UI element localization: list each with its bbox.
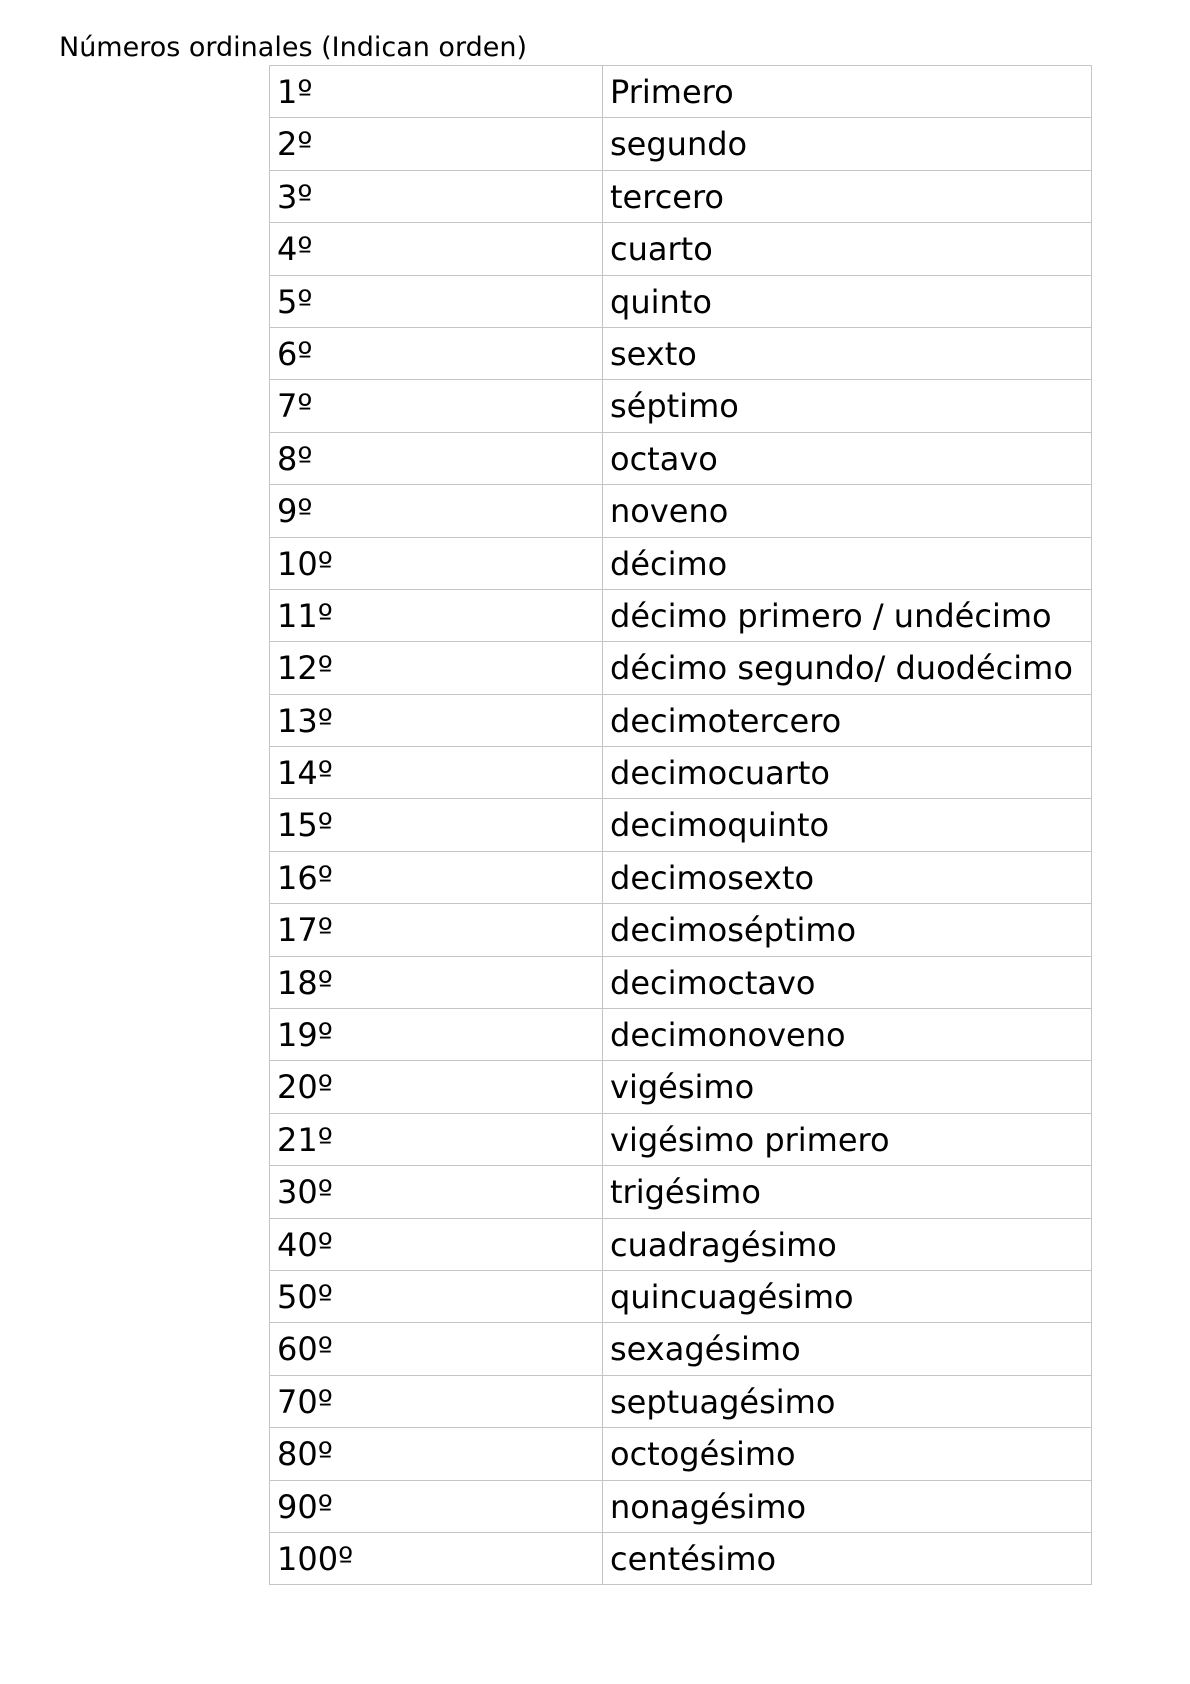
ordinal-numbers-table: [269, 65, 1092, 1585]
table-row: [270, 1061, 1092, 1113]
ordinal-number-cell: 6º: [270, 327, 603, 379]
table-row: [270, 485, 1092, 537]
ordinal-number-cell: 15º: [270, 799, 603, 851]
ordinal-word-cell: vigésimo: [603, 1061, 1092, 1113]
ordinal-number-cell: 8º: [270, 432, 603, 484]
ordinal-number-cell: 70º: [270, 1375, 603, 1427]
ordinal-number-cell: 4º: [270, 223, 603, 275]
ordinal-number-cell: 18º: [270, 956, 603, 1008]
ordinal-word-cell: noveno: [603, 485, 1092, 537]
ordinal-number-cell: 20º: [270, 1061, 603, 1113]
table-row: [270, 694, 1092, 746]
page-title: Números ordinales (Indican orden): [59, 32, 527, 63]
ordinal-number-cell: 90º: [270, 1480, 603, 1532]
ordinal-word-cell: tercero: [603, 170, 1092, 222]
ordinal-number-cell: 50º: [270, 1270, 603, 1322]
table-row: [270, 118, 1092, 170]
ordinal-word-cell: sexagésimo: [603, 1323, 1092, 1375]
ordinal-word-cell: vigésimo primero: [603, 1113, 1092, 1165]
ordinal-number-cell: 14º: [270, 747, 603, 799]
ordinal-word-cell: decimoctavo: [603, 956, 1092, 1008]
table-row: [270, 275, 1092, 327]
table-row: [270, 66, 1092, 118]
table-row: [270, 799, 1092, 851]
table-row: [270, 642, 1092, 694]
ordinal-word-cell: décimo primero / undécimo: [603, 589, 1092, 641]
table-body: [270, 66, 1092, 1585]
ordinal-word-cell: octogésimo: [603, 1428, 1092, 1480]
table-row: [270, 956, 1092, 1008]
ordinal-number-cell: 11º: [270, 589, 603, 641]
ordinal-number-cell: 3º: [270, 170, 603, 222]
ordinal-word-cell: trigésimo: [603, 1166, 1092, 1218]
ordinal-word-cell: centésimo: [603, 1532, 1092, 1584]
table-row: [270, 1323, 1092, 1375]
ordinal-number-cell: 16º: [270, 851, 603, 903]
table-row: [270, 1166, 1092, 1218]
ordinal-word-cell: octavo: [603, 432, 1092, 484]
ordinal-number-cell: 9º: [270, 485, 603, 537]
ordinal-number-cell: 13º: [270, 694, 603, 746]
ordinal-word-cell: décimo segundo/ duodécimo: [603, 642, 1092, 694]
table-row: [270, 589, 1092, 641]
ordinal-number-cell: 12º: [270, 642, 603, 694]
ordinal-word-cell: decimonoveno: [603, 1009, 1092, 1061]
ordinal-number-cell: 7º: [270, 380, 603, 432]
ordinal-word-cell: nonagésimo: [603, 1480, 1092, 1532]
ordinal-word-cell: segundo: [603, 118, 1092, 170]
ordinal-word-cell: quinto: [603, 275, 1092, 327]
table-row: [270, 170, 1092, 222]
table-row: [270, 1270, 1092, 1322]
ordinal-number-cell: 5º: [270, 275, 603, 327]
table-row: [270, 1113, 1092, 1165]
ordinal-number-cell: 19º: [270, 1009, 603, 1061]
ordinal-number-cell: 1º: [270, 66, 603, 118]
table-row: [270, 1532, 1092, 1584]
table-row: [270, 327, 1092, 379]
ordinal-word-cell: sexto: [603, 327, 1092, 379]
table-row: [270, 223, 1092, 275]
table-row: [270, 1375, 1092, 1427]
ordinal-number-cell: 100º: [270, 1532, 603, 1584]
ordinal-word-cell: decimotercero: [603, 694, 1092, 746]
ordinal-word-cell: decimoquinto: [603, 799, 1092, 851]
ordinal-word-cell: decimoséptimo: [603, 904, 1092, 956]
ordinal-word-cell: quincuagésimo: [603, 1270, 1092, 1322]
ordinal-word-cell: septuagésimo: [603, 1375, 1092, 1427]
ordinal-word-cell: decimosexto: [603, 851, 1092, 903]
ordinal-number-cell: 60º: [270, 1323, 603, 1375]
table-row: [270, 1480, 1092, 1532]
table-row: [270, 1009, 1092, 1061]
table-row: [270, 851, 1092, 903]
ordinal-word-cell: decimocuarto: [603, 747, 1092, 799]
ordinal-number-cell: 10º: [270, 537, 603, 589]
ordinal-word-cell: séptimo: [603, 380, 1092, 432]
ordinal-number-cell: 40º: [270, 1218, 603, 1270]
ordinal-number-cell: 80º: [270, 1428, 603, 1480]
table-row: [270, 380, 1092, 432]
table-row: [270, 537, 1092, 589]
ordinal-number-cell: 2º: [270, 118, 603, 170]
ordinal-word-cell: cuadragésimo: [603, 1218, 1092, 1270]
table-row: [270, 747, 1092, 799]
ordinal-number-cell: 30º: [270, 1166, 603, 1218]
table-row: [270, 432, 1092, 484]
ordinal-word-cell: décimo: [603, 537, 1092, 589]
ordinal-number-cell: 17º: [270, 904, 603, 956]
ordinal-word-cell: Primero: [603, 66, 1092, 118]
ordinal-number-cell: 21º: [270, 1113, 603, 1165]
table-row: [270, 1428, 1092, 1480]
table-row: [270, 904, 1092, 956]
ordinal-word-cell: cuarto: [603, 223, 1092, 275]
table-row: [270, 1218, 1092, 1270]
